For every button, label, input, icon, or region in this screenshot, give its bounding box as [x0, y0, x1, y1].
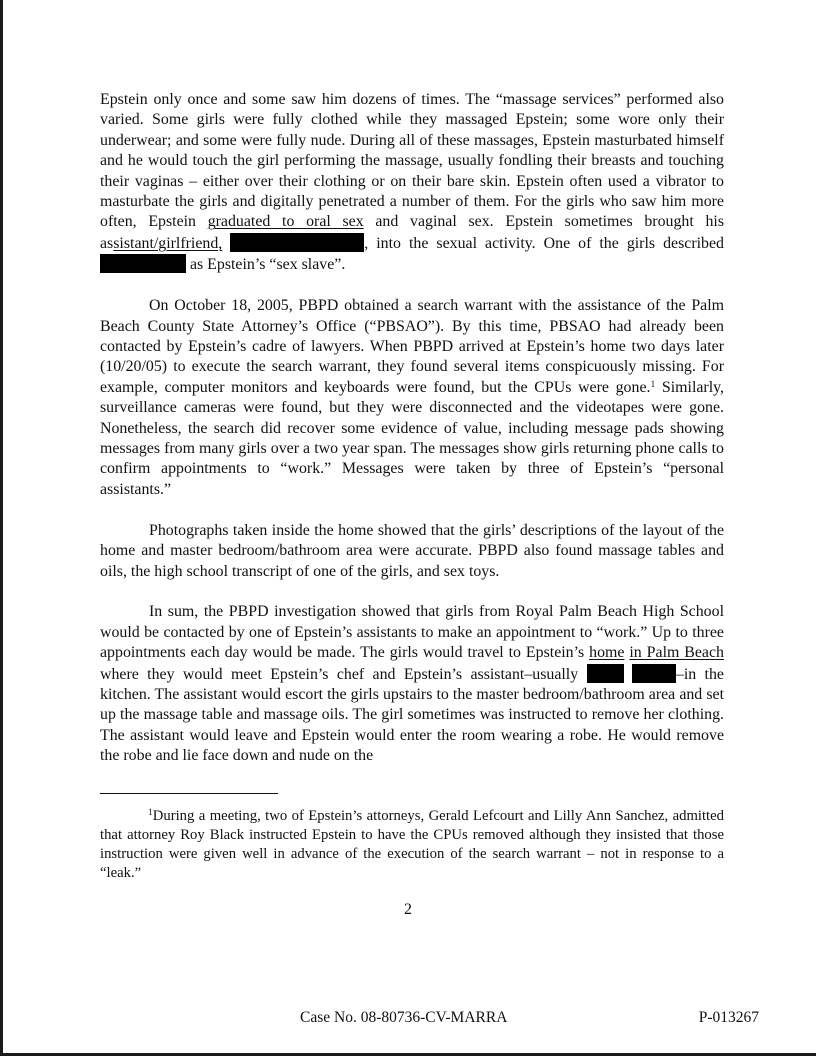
text-run: In sum, the PBPD investigation showed that girls from Royal Palm Beach High School would be contacted by one of Epstein’s assistants to make an appointment to “work.” Up to three appointments each day would be made. The girls would travel to Epstein’s — [100, 603, 724, 662]
text-run: as Epstein’s “sex slave”. — [186, 256, 346, 274]
text-run: –in the kitchen. The assistant would escort the girls upstairs to the master bedroom/bathroom area and set up the massage table and massage oils. The girl sometimes was instructed to remove her clothing. The assistant would leave and Epstein would enter the room wearing a robe. He would remove the robe and lie face down and nude on the — [100, 665, 724, 765]
underlined-text: graduated to oral sex — [207, 213, 364, 231]
underlined-text: in Palm Beach — [629, 644, 724, 662]
redaction-box — [632, 664, 676, 683]
text-run: On October 18, 2005, PBPD obtained a search warrant with the assistance of the Palm Beach County State Attorney’s Office (“PBSAO”). By this time, PBSAO had already been contacted by Epstein’s cadre of lawyers. When PBPD arrived at Epstein’s home two days later (10/20/05) to execute the search warrant, they found several items conspicuously missing. For example, computer monitors and keyboards were found, but the CPUs were gone. — [100, 297, 724, 396]
redaction-box — [230, 233, 364, 252]
text-run: Epstein only once and some saw him dozens of times. The “massage services” performed also varied. Some girls were fully clothed while they massaged Epstein; some wore only their underwear; and some were fully nude. During all of these massages, Epstein masturbated himself and he would touch the girl performing the massage, usually fondling their breasts and touching their vaginas – either over their clothing or on their bare skin. Epstein often used a vibrator to masturbate the girls and digitally penetrated a number of them. For the girls who saw him more often, Epstein — [100, 91, 724, 231]
text-run: Similarly, surveillance cameras were found, but they were disconnected and the videotapes were gone. Nonetheless, the search did recover some evidence of value, including message pads showing messages from many girls over a two year span. The messages show girls returning phone calls to confirm appointments to “work.” Messages were taken by three of Epstein’s “personal assistants.” — [100, 378, 724, 498]
paragraph-photographs — [100, 521, 724, 582]
paragraph-massage-services — [100, 90, 724, 276]
footnote-reference[interactable]: 1 — [650, 379, 656, 390]
footnote-text: During a meeting, two of Epstein’s attorneys, Gerald Lefcourt and Lilly Ann Sanchez, admitted that attorney Roy Black instructed Epstein to have the CPUs removed although they insisted that those instruction were given well in advance of the execution of the search warrant – not in response to a “leak.” — [100, 808, 724, 882]
underlined-text: sistant/girlfriend, — [113, 234, 223, 252]
footnote-separator — [100, 793, 278, 794]
footnote-marker: 1 — [148, 808, 153, 818]
text-run: Photographs taken inside the home showed that the girls’ descriptions of the layout of the home and master bedroom/bathroom area were accurate. PBPD also found massage tables and oils, the high school transcript of one of the girls, and sex toys. — [100, 521, 724, 580]
paragraph-search-warrant — [100, 296, 724, 500]
redaction-box — [587, 664, 624, 683]
footer-bates-number: P-013267 — [698, 1009, 759, 1026]
redaction-box — [100, 254, 186, 273]
document-body — [100, 90, 724, 767]
footnote — [100, 807, 724, 883]
scan-edge-left — [0, 0, 3, 1056]
text-run: where they would meet Epstein’s chef and Epstein’s assistant–usually — [100, 665, 587, 683]
paragraph-investigation-summary — [100, 602, 724, 766]
underlined-text: home — [589, 644, 625, 662]
text-run: , into the sexual activity. One of the girls described — [364, 234, 724, 252]
footer-case-number: Case No. 08-80736-CV-MARRA — [300, 1009, 508, 1026]
text-run: and vaginal sex. Epstein sometimes brought his as — [100, 213, 725, 252]
page-number: 2 — [404, 901, 412, 918]
